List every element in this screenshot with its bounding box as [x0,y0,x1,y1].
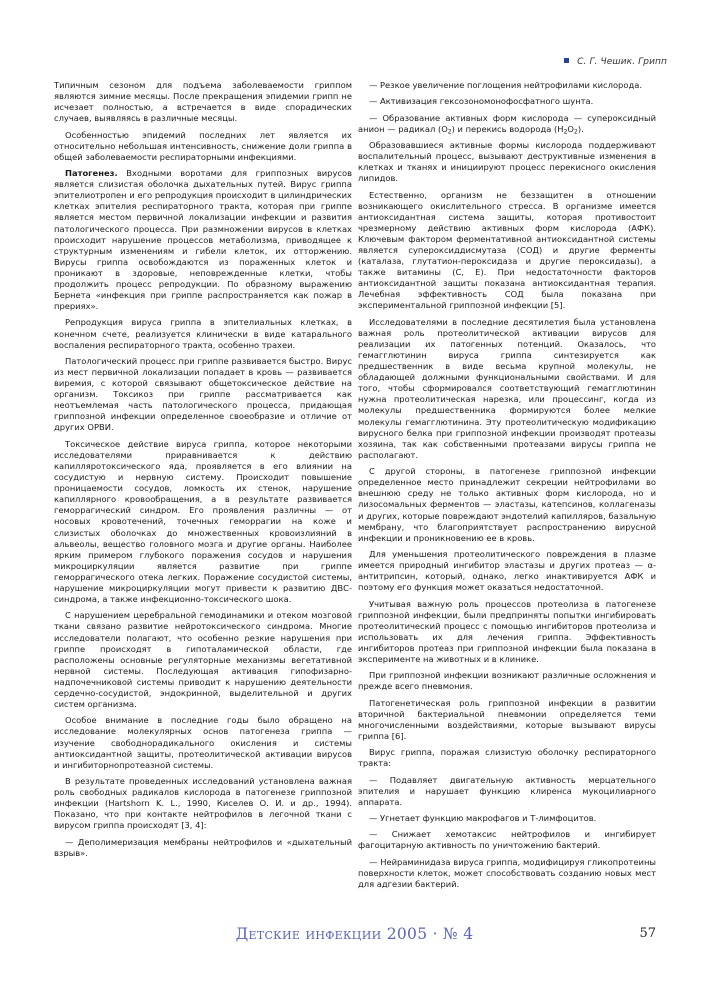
list-item: — Снижает хемотаксис нейтрофилов и ингибирует фагоцитарную активность по уничтожению бактерий. [358,829,656,851]
paragraph: Исследователями в последние десятилетия была установлена важная роль протеолитической активации вирусов для реализации их патогенных потенций. Оказалось, что гемагглютинин вируса гриппа синтезируется как предшественник в виде весьма крупной молекулы, не обладающей должными функциональными свойствами. И для того, чтобы сформировался соответствующий гемагглютинин нужна протеолитическая нарезка, или процессинг, когда из молекулы предшественника формируются более мелкие молекулы гемагглютинина. Эту протеолитическую модификацию вирусного белка при гриппозной инфекции производят протеазы хозяина, так как собственными протеазами вирусы гриппа не располагают. [358,316,656,460]
page-number: 57 [639,926,656,941]
pathogenesis-heading: Патогенез. [65,168,118,179]
list-item: — Нейраминидаза вируса гриппа, модифицируя гликопротеины поверхности клеток, может способствовать созданию новых мест для адгезии бактерий. [358,856,656,889]
list-item-ros: — Образование активных форм кислорода — супероксидный анион — радикал $(O_2)$ и перекись водорода $(H_2O_2)$. [358,112,656,136]
header-title: Грипп [638,57,667,67]
header-author: С. Г. Чешик. [577,57,636,67]
paragraph: С нарушением церебральной гемодинамики и отеком мозговой ткани связано развитие нейротоксического синдрома. Многие исследователи полагают, что особенно резкие нарушения при гриппе происходят в гипоталамической области, где расположены основные регуляторные механизмы вегетативной нервной системы. Последующая активация гипофизарно-надпочечниковой системы приводит к нарушению деятельности сердечно-сосудистой, эндокринной, выделительной и других систем организма. [54,610,352,710]
list-item: — Угнетает функцию макрофагов и Т-лимфоцитов. [369,813,597,824]
paragraph-pathogenesis [54,168,352,312]
list-item: — Резкое увеличение поглощения нейтрофилами кислорода. [369,80,642,90]
list-item: — Подавляет двигательную активность мерцательного эпителия и нарушает функцию клиренса мукоцилиарного аппарата. [358,774,656,807]
paragraph: Токсическое действие вируса гриппа, которое некоторыми исследователями приравнивается к действию капилляротоксического яда, проявляется в его влиянии на сосудистую и нервную систему. Происходит повышение проницаемости сосудов, ломкость их стенок, нарушение капиллярного кровообращения, а в результате развивается геморрагический синдром. Его проявления различны — от носовых кровотечений, точечных геморрагии на коже и слизистых оболочках до множественных кровоизлияний в альвеолы, вещество головного мозга и другие органы. Наиболее ярким примером глубокого поражения сосудов и нарушения микроциркуляции является развитие при гриппе геморрагического отека легких. Поражение сосудистой системы, нарушение микроциркуляции могут привести к развитию ДВС-синдрома, а также инфекционно-токсического шока. [54,438,352,605]
header-square-icon [564,58,569,63]
paragraph: Учитывая важную роль процессов протеолиза в патогенезе гриппозной инфекции, были предприняты попытки ингибировать протеолитический процесс с помощью ингибиторов протеолиза и использовать их для лечения гриппа. Эффективность ингибиторов протеаз при гриппозной инфекции была показана в эксперименте на животных и в клинике. [358,598,656,664]
right-column [358,80,656,895]
paragraph: Естественно, организм не беззащитен в отношении возникающего окислительного стресса. В организме имеется антиоксидантная система защиты, которая противостоит чрезмерному действию активных форм кислорода (АФК). Ключевым фактором ферментативной антиоксидантной системы является супероксиддисмутаза (СОД) и другие ферменты (каталаза, глутатион-пероксидаза и другие пероксидазы), а также витамины (С, Е). При недостаточности факторов антиоксидантной защиты показана антиоксидантная терапия. Лечебная эффективность СОД была показана при экспериментальной гриппозной инфекции [5]. [358,189,656,311]
paragraph: Типичным сезоном для подъема заболеваемости гриппом являются зимние месяцы. После прекращения эпидемии грипп не исчезает полностью, а встречается в виде спорадических случаев, выявляясь в различные месяцы. [54,80,352,124]
paragraph-text: Входными воротами для гриппозных вирусов является слизистая оболочка дыхательных путей. Вирус гриппа эпителиотропен и его репродукция происходит в цилиндрических клетках эпителия респираторного тракта, которая при гриппе является местом первичной локализации инфекции и развития патологического процесса. При размножении вирусов в клетках происходит нарушение процессов метаболизма, приводящее к структурным изменениям и гибели клеток, их отторжению. Вирусы гриппа освобождаются из пораженных клеток и проникают в здоровые, неповрежденные клетки, чтобы продолжить процесс репродукции. По образному выражению Бернета «инфекция при гриппе распространяется как пожар в прериях». [54,168,353,312]
paragraph: С другой стороны, в патогенезе гриппозной инфекции определенное место принадлежит секреции нейтрофилами во внешнюю среду не только активных форм кислорода, но и лизосомальных ферментов — эластазы, катепсинов, коллагеназы и других, которые повреждают эндотелий капилляров, базальную мембрану, что благоприятствует распространению вирусной инфекции и проникновению ее в кровь. [358,466,656,543]
paragraph: Патогенетическая роль гриппозной инфекции в развитии вторичной бактериальной пневмонии определяется теми многочисленными воздействиями, которые вызывают вирусы гриппа [6]. [358,697,656,741]
list-item: — Деполимеризация мембраны нейтрофилов и «дыхательный взрыв». [54,836,352,858]
journal-title: Детские инфекции 2005 · № 4 [235,925,474,943]
running-header [564,57,667,67]
paragraph: Образовавшиеся активные формы кислорода поддерживают воспалительный процесс, вызывают деструктивные изменения в клетках и тканях и инициируют процесс перекисного окисления липидов. [358,139,656,184]
paragraph: Вирус гриппа, поражая слизистую оболочку респираторного тракта: [358,747,656,769]
paragraph: Патологический процесс при гриппе развивается быстро. Вирус из мест первичной локализации попадает в кровь — развивается виремия, с которой связывают общетоксическое действие на организм. Токсикоз при гриппе рассматривается как неотъемлемая часть патологического процесса, придающая гриппозной инфекции определенное своеобразие и отличие от других ОРВИ. [54,355,352,433]
paragraph: Репродукция вируса гриппа в эпителиальных клетках, в конечном счете, реализуется клинически в виде катарального воспаления респираторного тракта, особенно трахеи. [54,317,352,350]
paragraph: Для уменьшения протеолитического повреждения в плазме имеется природный ингибитор эластазы и других протеаз — α-антитрипсин, который, однако, легко инактивируется АФК и поэтому его функция может оказаться недостаточной. [358,548,656,593]
paragraph: Особенностью эпидемий последних лет является их относительно небольшая интенсивность, снижение доли гриппа в общей заболеваемости респираторными инфекциями. [54,129,352,162]
list-item: — Активизация гексозономонофосфатного шунта. [369,96,594,107]
left-column [54,80,352,864]
paragraph: В результате проведенных исследований установлена важная роль свободных радикалов кислорода в патогенезе гриппозной инфекции (Hartshorn K. L., 1990, Киселев О. И. и др., 1994). Показано, что при контакте нейтрофилов в легочной ткани с вирусом гриппа происходят [3, 4]: [54,776,352,831]
paragraph: Особое внимание в последние годы было обращено на исследование молекулярных основ патогенеза гриппа — изучение свободнорадикального окисления и системы антиоксидантной защиты, протеолитической активации вирусов и ингибиторнопротеазной системы. [54,715,352,770]
paragraph: При гриппозной инфекции возникают различные осложнения и прежде всего пневмония. [358,670,656,692]
